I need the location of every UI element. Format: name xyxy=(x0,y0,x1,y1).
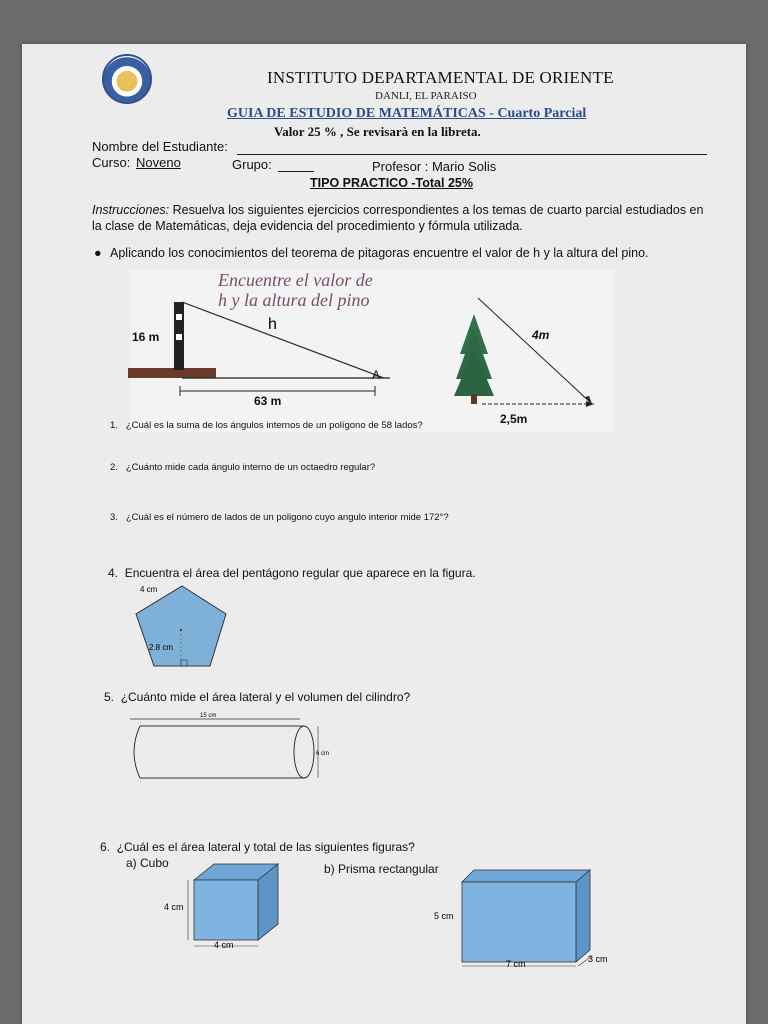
cylinder-right-face xyxy=(294,726,314,778)
cylinder-diameter-label: 6 cm xyxy=(316,751,330,757)
point-a-label: A xyxy=(372,368,381,382)
question-number: 4. xyxy=(108,566,119,580)
city-subtitle: DANLI, EL PARAISO xyxy=(375,90,477,102)
course-label: Curso: xyxy=(92,155,131,170)
question-text: ¿Cuál es el número de lados de un poligono cuyo angulo interior mide 172°? xyxy=(125,512,449,523)
question-number: 3. xyxy=(110,512,118,523)
question-text: Encuentra el área del pentágono regular que aparece en la figura. xyxy=(124,566,476,580)
question-3 xyxy=(110,512,449,523)
institute-title: INSTITUTO DEPARTAMENTAL DE ORIENTE xyxy=(267,68,614,87)
prism-front-face xyxy=(462,882,576,962)
cylinder-length-label: 15 cm xyxy=(200,713,217,719)
ground-strip xyxy=(128,368,216,378)
question-text: ¿Cuál es la suma de los ángulos internos de un polígono de 58 lados? xyxy=(125,420,423,431)
figure-title-line2: h y la altura del pino xyxy=(218,290,370,310)
question-4 xyxy=(108,566,476,580)
instructions xyxy=(92,202,712,234)
height-label: 16 m xyxy=(132,330,160,344)
question-1 xyxy=(110,420,423,431)
question-5 xyxy=(104,690,410,704)
question-text: ¿Cuánto mide el área lateral y el volumen del cilindro? xyxy=(120,690,411,704)
tree-base-label: 2,5m xyxy=(500,412,528,426)
practice-type: TIPO PRACTICO -Total 25% xyxy=(310,176,473,190)
cube-front-face xyxy=(194,880,258,940)
bullet-dot: ● xyxy=(94,246,102,260)
question-number: 1. xyxy=(110,420,118,431)
value-line: Valor 25 % , Se revisarà en la libreta. xyxy=(274,124,481,139)
question-number: 5. xyxy=(104,690,115,704)
student-name-label: Nombre del Estudiante: xyxy=(92,139,228,154)
group-blank-line xyxy=(278,171,314,172)
tree-hyp-label: 4m xyxy=(532,328,550,342)
prism-label: b) Prisma rectangular xyxy=(324,862,439,876)
pentagon-figure xyxy=(130,584,230,670)
tree-hypotenuse xyxy=(478,298,592,404)
question-text: ¿Cuál es el área lateral y total de las siguientes figuras? xyxy=(116,840,415,854)
group-label: Grupo: xyxy=(232,157,272,172)
instructions-text: Resuelva los siguientes ejercicios correspondientes a los temas de cuarto parcial estudiados en la clase de Matemáticas, deja evidencia del procedimiento y fórmula utilizada. xyxy=(92,203,704,233)
cube-height-label: 4 cm xyxy=(164,902,184,912)
prism-length-label: 7 cm xyxy=(506,959,526,969)
lighthouse-window xyxy=(176,314,182,320)
bullet-text: Aplicando los conocimientos del teorema de pitagoras encuentre el valor de h y la altura del pino. xyxy=(110,246,649,260)
teacher-name: Profesor : Mario Solis xyxy=(372,159,497,174)
prism-top-face xyxy=(462,870,590,882)
question-number: 2. xyxy=(110,462,118,473)
question-text: ¿Cuánto mide cada ángulo interno de un octaedro regular? xyxy=(125,462,376,473)
worksheet-page xyxy=(22,44,746,1024)
pentagon-side-label: 4 cm xyxy=(140,585,158,594)
pentagon-apothem-label: 2.8 cm xyxy=(149,643,174,652)
guide-title: GUIA DE ESTUDIO DE MATEMÁTICAS - Cuarto Parcial xyxy=(227,106,587,121)
prism-side-face xyxy=(576,870,590,962)
instructions-label: Instrucciones: xyxy=(92,203,170,217)
course-value: Noveno xyxy=(136,155,181,170)
figure-title-line1: Encuentre el valor de xyxy=(218,270,373,290)
hypotenuse-line xyxy=(182,302,384,378)
bullet-item xyxy=(94,246,710,261)
name-blank-line xyxy=(237,154,707,155)
cube-label: a) Cubo xyxy=(126,856,169,870)
prism-height-label: 5 cm xyxy=(434,911,454,921)
question-2 xyxy=(110,462,375,473)
school-logo xyxy=(102,54,152,104)
cube-figure xyxy=(182,862,302,952)
question-number: 6. xyxy=(100,840,111,854)
question-6 xyxy=(100,840,415,854)
tree-trunk xyxy=(471,394,477,404)
cube-base-label: 4 cm xyxy=(214,940,234,950)
hypotenuse-label: h xyxy=(268,316,277,333)
base-label: 63 m xyxy=(254,394,282,408)
cylinder-figure xyxy=(126,714,326,784)
cylinder-left-arc xyxy=(134,726,140,778)
lighthouse-window xyxy=(176,334,182,340)
prism-depth-label: 3 cm xyxy=(588,954,608,964)
triangles-diagram xyxy=(122,284,622,434)
